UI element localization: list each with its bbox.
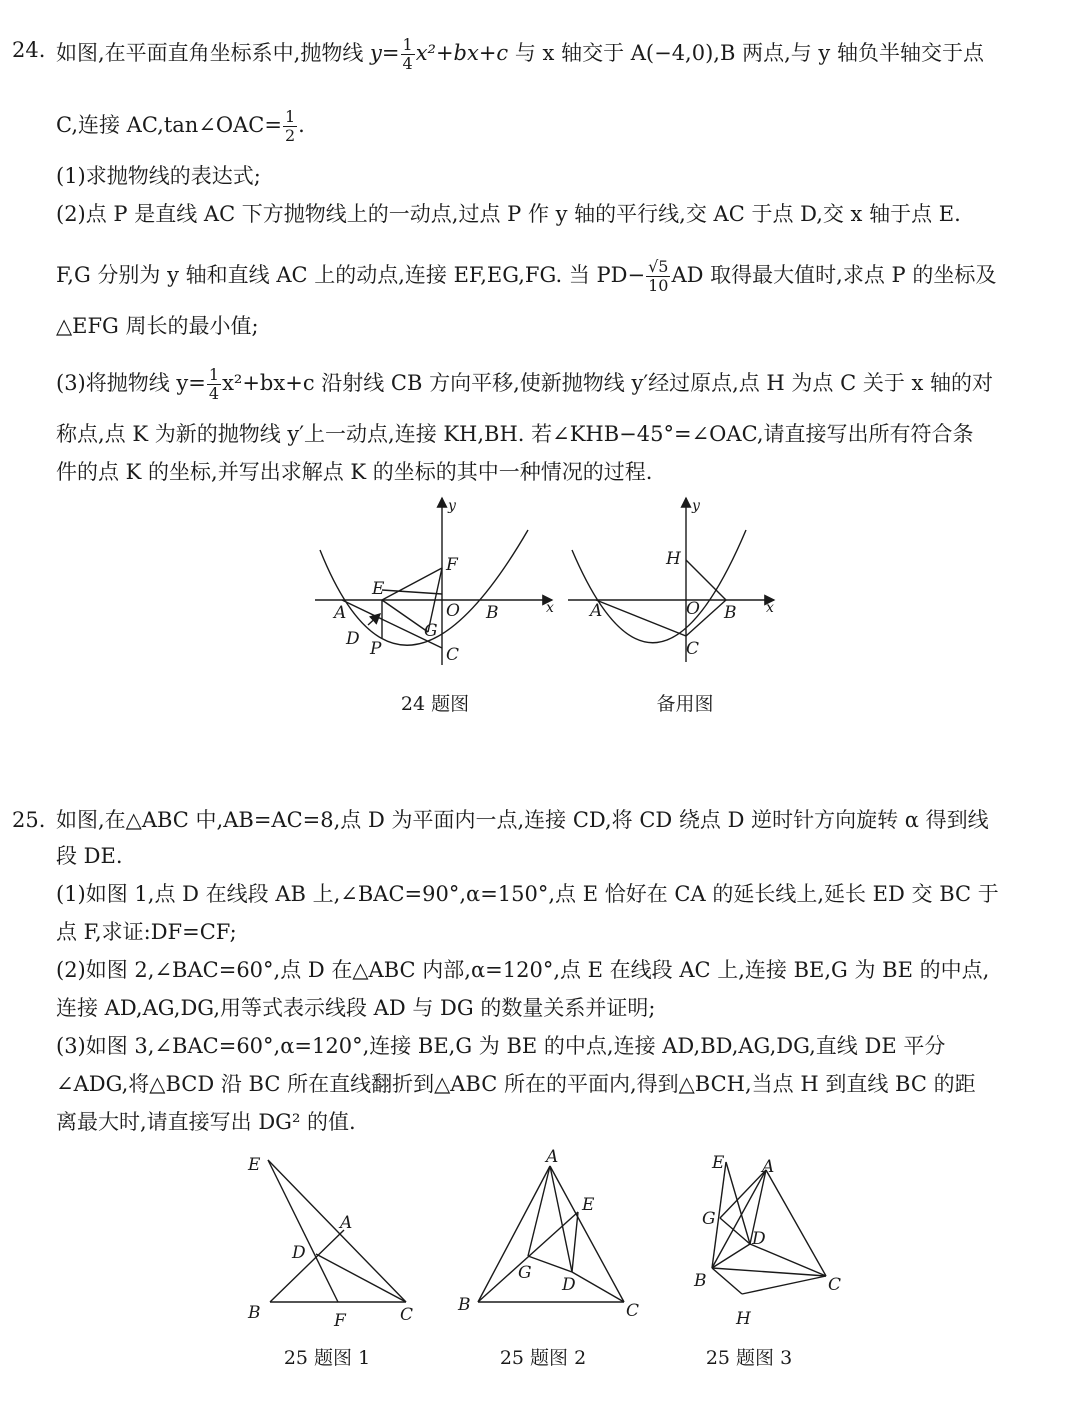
label-o: O	[446, 601, 460, 621]
q24-part-2-line-2: F,G 分别为 y 轴和直线 AC 上的动点,连接 EF,EG,FG. 当 PD− $\frac{√5}{10}$ AD 取得最大值时,求点 P 的坐标及	[56, 257, 997, 295]
q24-part-3-line-3: 件的点 K 的坐标,并写出求解点 K 的坐标的其中一种情况的过程.	[56, 460, 653, 484]
segment-ag	[528, 1166, 550, 1256]
figure-24-backup	[560, 490, 790, 670]
figure-caption: 25 题图 2	[499, 1347, 587, 1369]
line-ac	[596, 600, 686, 636]
q25-part-3-line-3: 离最大时,请直接写出 DG² 的值.	[56, 1110, 356, 1134]
q24-line-2: C,连接 AC,tan∠OAC= $\frac{1}{2}$ .	[56, 107, 305, 145]
segment-ac	[766, 1170, 826, 1276]
q24-line-1: 如图,在平面直角坐标系中,抛物线 y= $\frac{1}{4}$ x²+bx+c 与 x 轴交于 A(−4,0),B 两点,与 y 轴负半轴交于点	[56, 35, 984, 73]
segment-bd	[712, 1244, 750, 1268]
label-y: y	[692, 498, 700, 514]
label-e: E	[712, 1153, 725, 1173]
fraction: $\frac{1}{4}$	[208, 365, 220, 403]
segment-dc	[316, 1254, 406, 1302]
segment-ed	[726, 1162, 750, 1244]
fraction: $\frac{1}{2}$	[284, 107, 296, 145]
label-b: B	[486, 603, 499, 623]
fraction: $\frac{√5}{10}$	[648, 257, 669, 295]
q25-part-1-line-1: (1)如图 1,点 D 在线段 AB 上,∠BAC=90°,α=150°,点 E 恰好在 CA 的延长线上,延长 ED 交 BC 于	[56, 882, 999, 906]
label-c: C	[828, 1275, 842, 1295]
label-g: G	[702, 1209, 716, 1229]
figure-caption: 备用图	[656, 693, 714, 715]
label-e: E	[372, 579, 385, 599]
figure-25-3	[690, 1150, 860, 1330]
label-c: C	[446, 645, 460, 665]
label-f: F	[446, 555, 458, 575]
label-a: A	[334, 603, 347, 623]
label-h: H	[666, 549, 681, 569]
segment-gd	[528, 1256, 572, 1272]
question-number: 24.	[12, 38, 46, 62]
label-g: G	[518, 1263, 532, 1283]
q25-part-3-line-1: (3)如图 3,∠BAC=60°,α=120°,连接 BE,G 为 BE 的中点,连接 AD,BD,AG,DG,直线 DE 平分	[56, 1034, 946, 1058]
q24-part-3-line-1: (3)将抛物线 y= $\frac{1}{4}$ x²+bx+c 沿射线 CB 方向平移,使新抛物线 y′经过原点,点 H 为点 C 关于 x 轴的对	[56, 365, 994, 403]
segment-ef	[382, 568, 442, 600]
fraction: $\frac{1}{4}$	[402, 35, 413, 73]
label-a: A	[590, 601, 603, 621]
figure-caption: 25 题图 3	[705, 1347, 793, 1369]
label-e: E	[582, 1195, 595, 1215]
segment-hc	[742, 1276, 826, 1294]
label-g: G	[424, 621, 438, 641]
label-d: D	[752, 1229, 766, 1249]
q25-part-1-line-2: 点 F,求证:DF=CF;	[56, 920, 237, 944]
label-b: B	[458, 1295, 471, 1315]
q25-part-2-line-2: 连接 AD,AG,DG,用等式表示线段 AD 与 DG 的数量关系并证明;	[56, 996, 656, 1020]
segment-ef	[268, 1160, 338, 1302]
label-e: E	[248, 1155, 261, 1175]
figure-24	[300, 490, 570, 670]
segment-ec	[268, 1160, 406, 1302]
figure-caption: 25 题图 1	[283, 1347, 371, 1369]
q24-part-2-line-3: △EFG 周长的最小值;	[56, 314, 259, 338]
q25-part-2-line-1: (2)如图 2,∠BAC=60°,点 D 在△ABC 内部,α=120°,点 E 在线段 AC 上,连接 BE,G 为 BE 的中点,	[56, 958, 990, 982]
q24-part-1: (1)求抛物线的表达式;	[56, 164, 261, 188]
label-c: C	[686, 639, 700, 659]
label-c: C	[400, 1305, 414, 1325]
q25-line-2: 段 DE.	[56, 844, 123, 868]
segment-ad	[550, 1166, 572, 1272]
label-c: C	[626, 1301, 640, 1321]
line-hb	[686, 560, 726, 600]
q24-part-2-line-1: (2)点 P 是直线 AC 下方抛物线上的一动点,过点 P 作 y 轴的平行线,交 AC 于点 D,交 x 轴于点 E.	[56, 202, 961, 226]
label-f: F	[334, 1311, 346, 1331]
q24-part-3-line-2: 称点,点 K 为新的抛物线 y′上一动点,连接 KH,BH. 若∠KHB−45°=∠OAC,请直接写出所有符合条	[56, 422, 974, 446]
label-b: B	[248, 1303, 261, 1323]
label-a: A	[340, 1213, 353, 1233]
label-d: D	[346, 629, 360, 649]
label-d: D	[562, 1275, 576, 1295]
segment-bh	[712, 1268, 742, 1294]
label-o: O	[686, 599, 700, 619]
figure-25-2	[450, 1146, 650, 1326]
label-d: D	[292, 1243, 306, 1263]
segment-de	[572, 1212, 578, 1272]
label-h: H	[736, 1309, 751, 1329]
q25-part-3-line-2: ∠ADG,将△BCD 沿 BC 所在直线翻折到△ABC 所在的平面内,得到△BCH,当点 H 到直线 BC 的距	[56, 1072, 976, 1096]
segment-ab	[478, 1166, 550, 1302]
q25-line-1: 如图,在△ABC 中,AB=AC=8,点 D 为平面内一点,连接 CD,将 CD 绕点 D 逆时针方向旋转 α 得到线	[56, 808, 989, 832]
label-x: x	[546, 600, 554, 616]
label-b: B	[724, 603, 737, 623]
question-number: 25.	[12, 808, 46, 832]
label-a: A	[546, 1147, 559, 1167]
label-y: y	[448, 498, 456, 514]
segment-eg	[382, 600, 428, 632]
label-p: P	[370, 639, 382, 659]
label-b: B	[694, 1271, 707, 1291]
label-x: x	[766, 600, 774, 616]
figure-25-1	[240, 1150, 430, 1330]
segment-ab	[382, 590, 442, 594]
figure-caption: 24 题图	[400, 693, 470, 715]
label-a: A	[762, 1157, 775, 1177]
